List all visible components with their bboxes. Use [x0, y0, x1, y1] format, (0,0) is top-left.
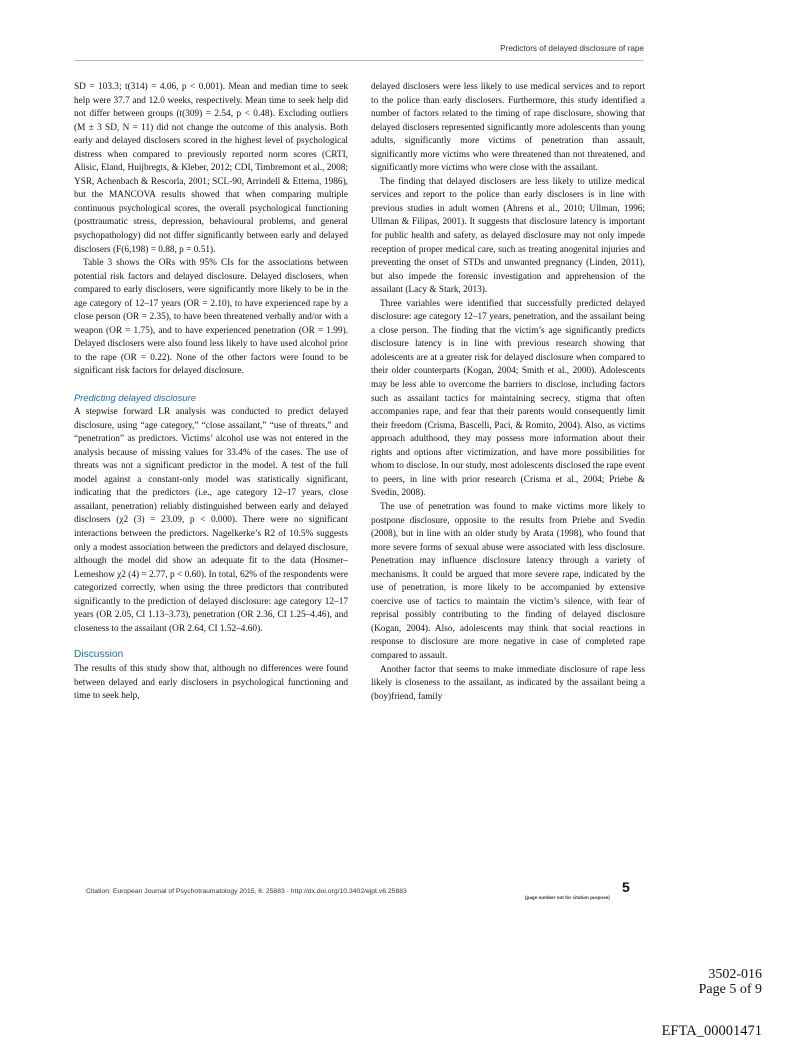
- right-paragraph-5: Another factor that seems to make immediate disclosure of rape less likely is closeness to the assailant, as indicated by the assailant being a (boy)friend, family: [371, 664, 645, 702]
- bates-code: 3502-016: [708, 967, 762, 982]
- right-paragraph-3: Three variables were identified that successfully predicted delayed disclosure: age category 12–17 years, penetration, and the assailant being a close person. The finding that the victim’s age significantly predicts disclosure latency is in line with previous research showing that adolescents are at a greater risk for delayed disclosure when compared to their older counterparts (Kogan, 2004; Smith et al., 2000). Adolescents may be less able to overcome the barriers to disclose, including factors such as assailant tactics for maintaining secrecy, stigma that often accompanies rape, and fear that their parents would consequently limit their freedom (Crisma, Bascelli, Paci, & Romito, 2004). Also, as victims approach adulthood, they may possess more information about their rights and options after victimization, and have more possibilities for whom to disclose. In our study, most adolescents disclosed the rape event to peers, in line with prior research (Crisma et al., 2004; Priebe & Svedin, 2008).: [371, 298, 645, 499]
- right-paragraph-1: delayed disclosers were less likely to use medical services and to report to the police than early disclosers. Furthermore, this study identified a number of factors related to the timing of rape disclosure, showing that delayed disclosers represented significantly more adolescents than young adults, significantly more victims of penetration than assault, significantly more victims who were threatened than not threatened, and significantly more victims who were close with the assailant.: [371, 82, 645, 174]
- page-number-note: (page number not for citation purpose): [525, 895, 610, 900]
- right-paragraph-2: The finding that delayed disclosers are less likely to utilize medical services and report to the police than early disclosers is in line with previous studies in adult women (Ahrens et al., 2010; Ullman, 1996; Ullman & Filipas, 2001). It suggests that disclosure latency is important for public health and safety, as delayed disclosure may not only impede reception of proper medical care, such as treating anogenital injuries and preventing the onset of STDs and unwanted pregnancy (Linden, 2011), but also impede the forensic investigation and apprehension of the assailant (Lacy & Stark, 2013).: [371, 176, 645, 296]
- running-head: Predictors of delayed disclosure of rape: [500, 44, 644, 53]
- page-number: 5: [622, 879, 630, 895]
- left-paragraph-4: The results of this study show that, although no differences were found between delayed and early disclosers in psychological functioning and time to seek help,: [74, 664, 348, 702]
- left-column: [74, 81, 348, 704]
- right-paragraph-4: The use of penetration was found to make victims more likely to postpone disclosure, opposite to the results from Priebe and Svedin (2008), but in line with an older study by Arata (1998), who found that more severe forms of sexual abuse were associated with less disclosure. Penetration may influence disclosure latency through a variety of mechanisms. It could be argued that more severe rape, indicated by the use of penetration, is more likely to be accompanied by extensive coercive use of tactics to maintain the victim’s silence, with fear of reprisal possibly contributing to the finding of delayed disclosure (Kogan, 2004). Also, adolescents may think that social reactions in response to disclosure are more negative in case of completed rape compared to assault.: [371, 501, 645, 661]
- left-paragraph-2: Table 3 shows the ORs with 95% CIs for the associations between potential risk factors and delayed disclosure. Delayed disclosers, when compared to early disclosers, were significantly more likely to be in the age category of 12–17 years (OR = 2.10), to have experienced rape by a close person (OR = 2.35), to have been threatened verbally and/or with a weapon (OR = 1.75), and to have experienced penetration (OR = 1.99). Delayed disclosers were also found less likely to have used alcohol prior to the rape (OR = 0.22). None of the other factors were found to be significant risk factors for delayed disclosure.: [74, 258, 348, 377]
- left-paragraph-3: A stepwise forward LR analysis was conducted to predict delayed disclosure, using “age category,” “close assailant,” “use of threats,” and “penetration” as predictors. Victims’ alcohol use was not entered in the analysis because of missing values for 33.4% of the cases. The use of threats was not a significant predictor in the model. A test of the full model against a constant-only model was statistically significant, indicating that the predictors (i.e., age category 12–17 years, close assailant, penetration) reliably distinguished between early and delayed disclosers (χ2 (3) = 23.09, p < 0.000). There were no significant interactions between the predictors. Nagelkerke’s R2 of 10.5% suggests only a modest association between the predictors and delayed disclosure, although the model did show an adequate fit to the data (Hosmer–Lemeshow χ2 (4) = 2.77, p < 0.60). In total, 62% of the respondents were categorized correctly, when using the three predictors that contributed significantly to the prediction of delayed disclosure: age category 12–17 years (OR 2.05, CI 1.13–3.73), penetration (OR 2.36, CI 1.25–4.46), and closeness to the assailant (OR 2.64, CI 1.52–4.60).: [74, 407, 348, 634]
- left-paragraph-1: SD = 103.3; t(314) = 4.06, p < 0.001). Mean and median time to seek help were 37.7 and 12.0 weeks, respectively. Mean time to seek help did not differ between groups (t(309) = 2.54, p < 0.48). Excluding outliers (M ± 3 SD, N = 11) did not change the outcome of this analysis. Both early and delayed disclosers scored in the highest level of psychological distress when compared to previously reported norm scores (CRTI, Alisic, Eland, Huijbregts, & Kleber, 2012; CDI, Timbremont et al., 2008; YSR, Achenbach & Rescorla, 2001; SCL-90, Arrindell & Ettema, 1986), but the MANCOVA results showed that when comparing multiple continuous psychological scores, the overall psychological functioning (posttraumatic stress, depression, behavioural problems, and general psychopathology) did not differ significantly between early and delayed disclosers (F(6,198) = 0.88, p = 0.51).: [74, 82, 348, 255]
- section-heading-discussion: Discussion: [74, 649, 124, 661]
- bates-page: Page 5 of 9: [698, 982, 762, 997]
- footer-citation: Citation: European Journal of Psychotraumatology 2015, 6: 25883 - http://dx.doi.org/10.3402/ejpt.v6.25883: [86, 888, 407, 895]
- header-rule: [74, 60, 644, 61]
- efta-number: EFTA_00001471: [661, 1023, 762, 1039]
- right-column: [371, 81, 645, 704]
- section-heading-predicting: Predicting delayed disclosure: [74, 392, 196, 404]
